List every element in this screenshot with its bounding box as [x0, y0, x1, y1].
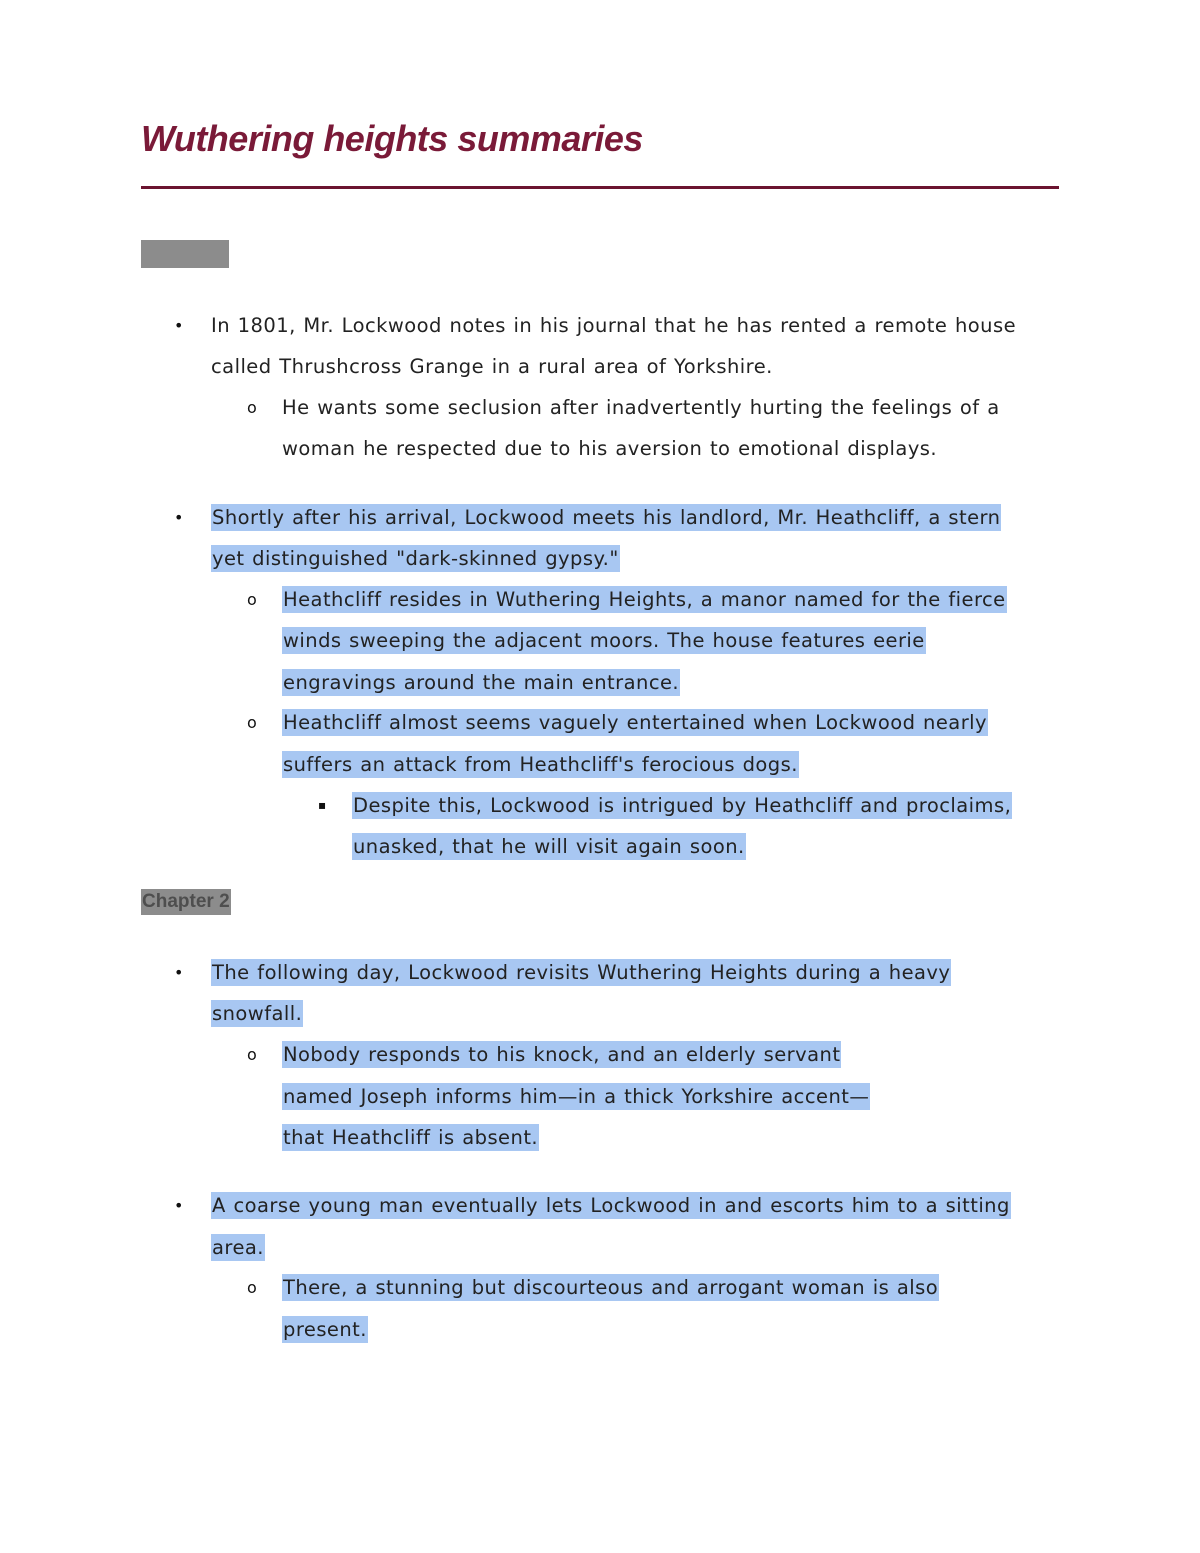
chapter-1-heading [141, 240, 229, 268]
highlighted-line[interactable]: suffers an attack from Heathcliff's ferocious dogs. [283, 753, 798, 776]
highlighted-line[interactable]: There, a stunning but discourteous and arrogant woman is also [283, 1276, 939, 1299]
highlighted-line[interactable]: Nobody responds to his knock, and an elderly servant [283, 1043, 841, 1066]
list-item-line: He wants some seclusion after inadvertently hurting the feelings of a [282, 396, 1000, 419]
bullet-marker: • [174, 1196, 184, 1215]
sub-bullet-marker: o [247, 713, 257, 732]
highlighted-line[interactable]: present. [283, 1318, 367, 1341]
sub-bullet-marker: o [247, 398, 257, 417]
bullet-marker: • [174, 963, 184, 982]
highlighted-line[interactable]: named Joseph informs him—in a thick Yorkshire accent— [283, 1085, 870, 1108]
highlighted-line[interactable]: Heathcliff almost seems vaguely entertained when Lockwood nearly [283, 711, 988, 734]
sub-bullet-marker: o [247, 1278, 257, 1297]
document-title: Wuthering heights summaries [141, 118, 643, 159]
list-item-line: woman he respected due to his aversion to emotional displays. [282, 437, 938, 460]
chapter-2-heading: Chapter 2 [141, 889, 231, 915]
highlighted-line[interactable]: yet distinguished "dark-skinned gypsy." [212, 547, 619, 570]
highlighted-line[interactable]: that Heathcliff is absent. [283, 1126, 539, 1149]
bullet-marker: • [174, 508, 184, 527]
list-item-line: In 1801, Mr. Lockwood notes in his journal that he has rented a remote house [211, 314, 1017, 337]
highlighted-line[interactable]: A coarse young man eventually lets Lockwood in and escorts him to a sitting [212, 1194, 1010, 1217]
highlighted-line[interactable]: unasked, that he will visit again soon. [353, 835, 745, 858]
sub-bullet-marker: o [247, 1045, 257, 1064]
highlighted-line[interactable]: snowfall. [212, 1002, 303, 1025]
list-item-line: called Thrushcross Grange in a rural area of Yorkshire. [211, 355, 773, 378]
highlighted-line[interactable]: The following day, Lockwood revisits Wuthering Heights during a heavy [212, 961, 951, 984]
title-underline-divider [141, 186, 1059, 189]
highlighted-line[interactable]: Heathcliff resides in Wuthering Heights, a manor named for the fierce [283, 588, 1006, 611]
highlighted-line[interactable]: area. [212, 1236, 264, 1259]
highlighted-line[interactable]: winds sweeping the adjacent moors. The house features eerie [283, 629, 925, 652]
highlighted-line[interactable]: engravings around the main entrance. [283, 671, 680, 694]
highlighted-line[interactable]: Shortly after his arrival, Lockwood meets his landlord, Mr. Heathcliff, a stern [212, 506, 1001, 529]
highlighted-line[interactable]: Despite this, Lockwood is intrigued by Heathcliff and proclaims, [353, 794, 1012, 817]
sub-sub-bullet-marker: ▪ [318, 798, 327, 812]
sub-bullet-marker: o [247, 590, 257, 609]
bullet-marker: • [174, 316, 184, 335]
